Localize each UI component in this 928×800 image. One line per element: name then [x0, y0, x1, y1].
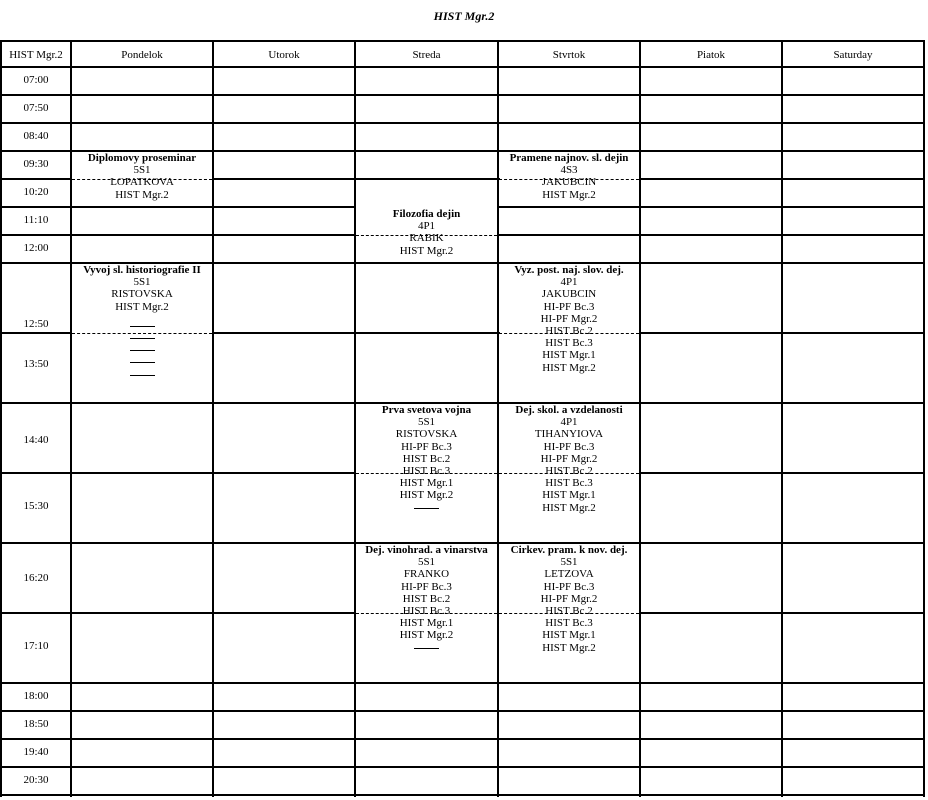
course-name: Cirkev. pram. k nov. dej. [510, 544, 628, 556]
course-teacher: LETZOVA [544, 568, 594, 581]
course-group: HIST Bc.2 [545, 465, 593, 478]
course-name: Pramene najnov. sl. dejin [509, 152, 629, 164]
course-room: 4P1 [417, 220, 436, 233]
course-group: HIST Mgr.2 [115, 188, 169, 201]
course-group: HIST Mgr.1 [542, 349, 596, 362]
course-group: HIST Mgr.2 [399, 244, 454, 257]
course-group: HIST Mgr.2 [399, 629, 454, 642]
day-header-saturday: Saturday [833, 49, 873, 61]
course-block[interactable] [356, 544, 497, 654]
course-teacher: RISTOVSKA [111, 288, 173, 301]
course-group: HIST Bc.2 [545, 605, 593, 618]
time-label: 15:30 [23, 500, 49, 512]
course-teacher: FRANKO [403, 568, 450, 581]
course-room: 4P1 [560, 276, 578, 289]
time-label: 14:40 [23, 434, 49, 446]
course-group: HIST Mgr.2 [399, 489, 454, 502]
course-room: 4P1 [560, 416, 578, 429]
course-group: HI-PF Mgr.2 [540, 452, 598, 465]
course-teacher: RISTOVSKA [395, 428, 458, 441]
day-header-thursday: Stvrtok [552, 49, 586, 61]
course-name: Diplomovy proseminar [87, 152, 197, 164]
course-block[interactable] [499, 404, 639, 514]
course-teacher: RABIK [409, 232, 444, 245]
course-group: HIST Bc.2 [402, 452, 451, 465]
course-room: 5S1 [133, 164, 151, 177]
time-label: 13:50 [23, 358, 49, 370]
empty-line [130, 375, 155, 376]
course-group: HIST Bc.3 [402, 465, 451, 478]
course-teacher: TIHANYIOVA [534, 428, 604, 441]
course-block[interactable] [499, 544, 639, 654]
time-label: 18:50 [23, 718, 49, 730]
empty-line [130, 362, 155, 363]
course-group: HIST Mgr.2 [542, 641, 596, 654]
course-group: HIST Mgr.1 [399, 617, 454, 630]
course-name: Prva svetova vojna [381, 404, 472, 416]
course-group: HI-PF Mgr.2 [540, 592, 598, 605]
time-label: 19:40 [23, 746, 49, 758]
course-group: HI-PF Bc.3 [543, 300, 595, 313]
course-group: HI-PF Bc.3 [401, 580, 452, 593]
day-header-tuesday: Utorok [268, 49, 300, 61]
course-group: HIST Mgr.2 [542, 188, 596, 201]
course-group: HI-PF Mgr.2 [540, 312, 598, 325]
course-group: HIST Bc.2 [402, 592, 451, 605]
course-room: 5S1 [560, 556, 578, 569]
course-group: HI-PF Bc.3 [543, 580, 595, 593]
time-label: 07:00 [23, 74, 49, 86]
course-group: HIST Mgr.1 [542, 629, 596, 642]
time-label: 12:50 [23, 318, 49, 330]
time-label: 18:00 [23, 690, 49, 702]
course-room: 5S1 [417, 416, 436, 429]
time-label: 07:50 [23, 102, 49, 114]
course-group: HIST Mgr.2 [542, 361, 596, 374]
course-name: Dej. vinohrad. a vinarstva [365, 544, 488, 556]
empty-line [130, 350, 155, 351]
day-header-wednesday: Streda [412, 49, 441, 61]
course-name: Dej. skol. a vzdelanosti [515, 404, 623, 416]
course-block[interactable] [72, 152, 212, 201]
course-teacher: LOPATKOVA [110, 176, 174, 189]
course-group: HIST Bc.3 [545, 477, 593, 490]
course-group: HIST Bc.3 [545, 617, 593, 630]
day-header-friday: Piatok [696, 49, 726, 61]
empty-line [414, 508, 439, 509]
course-block[interactable] [499, 152, 639, 201]
course-name: Vyvoj sl. historiografie II [83, 264, 201, 276]
empty-line [130, 338, 155, 339]
course-group: HIST Mgr.2 [115, 300, 169, 313]
course-name: Vyz. post. naj. slov. dej. [514, 264, 624, 276]
time-label: 08:40 [23, 130, 49, 142]
course-room: 5S1 [417, 556, 436, 569]
time-label: 17:10 [23, 640, 49, 652]
course-group: HIST Mgr.2 [542, 501, 596, 514]
time-label: 20:30 [23, 774, 49, 786]
course-group: HIST Mgr.1 [542, 489, 596, 502]
course-name: Filozofia dejin [392, 208, 461, 220]
course-group: HIST Bc.3 [545, 337, 593, 350]
course-group: HIST Mgr.1 [399, 477, 454, 490]
course-block[interactable] [499, 264, 639, 374]
course-room: 5S1 [133, 276, 151, 289]
course-block[interactable] [356, 208, 497, 257]
time-label: 12:00 [23, 242, 49, 254]
empty-line [414, 648, 439, 649]
time-label: 11:10 [23, 214, 49, 226]
course-room: 4S3 [560, 164, 578, 177]
page-title: HIST Mgr.2 [433, 9, 495, 23]
course-group: HIST Bc.2 [545, 325, 593, 338]
day-header-monday: Pondelok [121, 49, 163, 61]
course-group: HI-PF Bc.3 [401, 440, 452, 453]
empty-line [130, 326, 155, 327]
time-label: 10:20 [23, 186, 49, 198]
course-block[interactable] [356, 404, 497, 514]
course-group: HIST Bc.3 [402, 605, 451, 618]
time-label: 16:20 [23, 572, 49, 584]
time-label: 09:30 [23, 158, 49, 170]
course-teacher: JAKUBCIN [541, 176, 597, 189]
course-teacher: JAKUBCIN [541, 288, 597, 301]
corner-label: HIST Mgr.2 [9, 49, 63, 61]
course-block[interactable] [72, 264, 212, 381]
course-group: HI-PF Bc.3 [543, 440, 595, 453]
